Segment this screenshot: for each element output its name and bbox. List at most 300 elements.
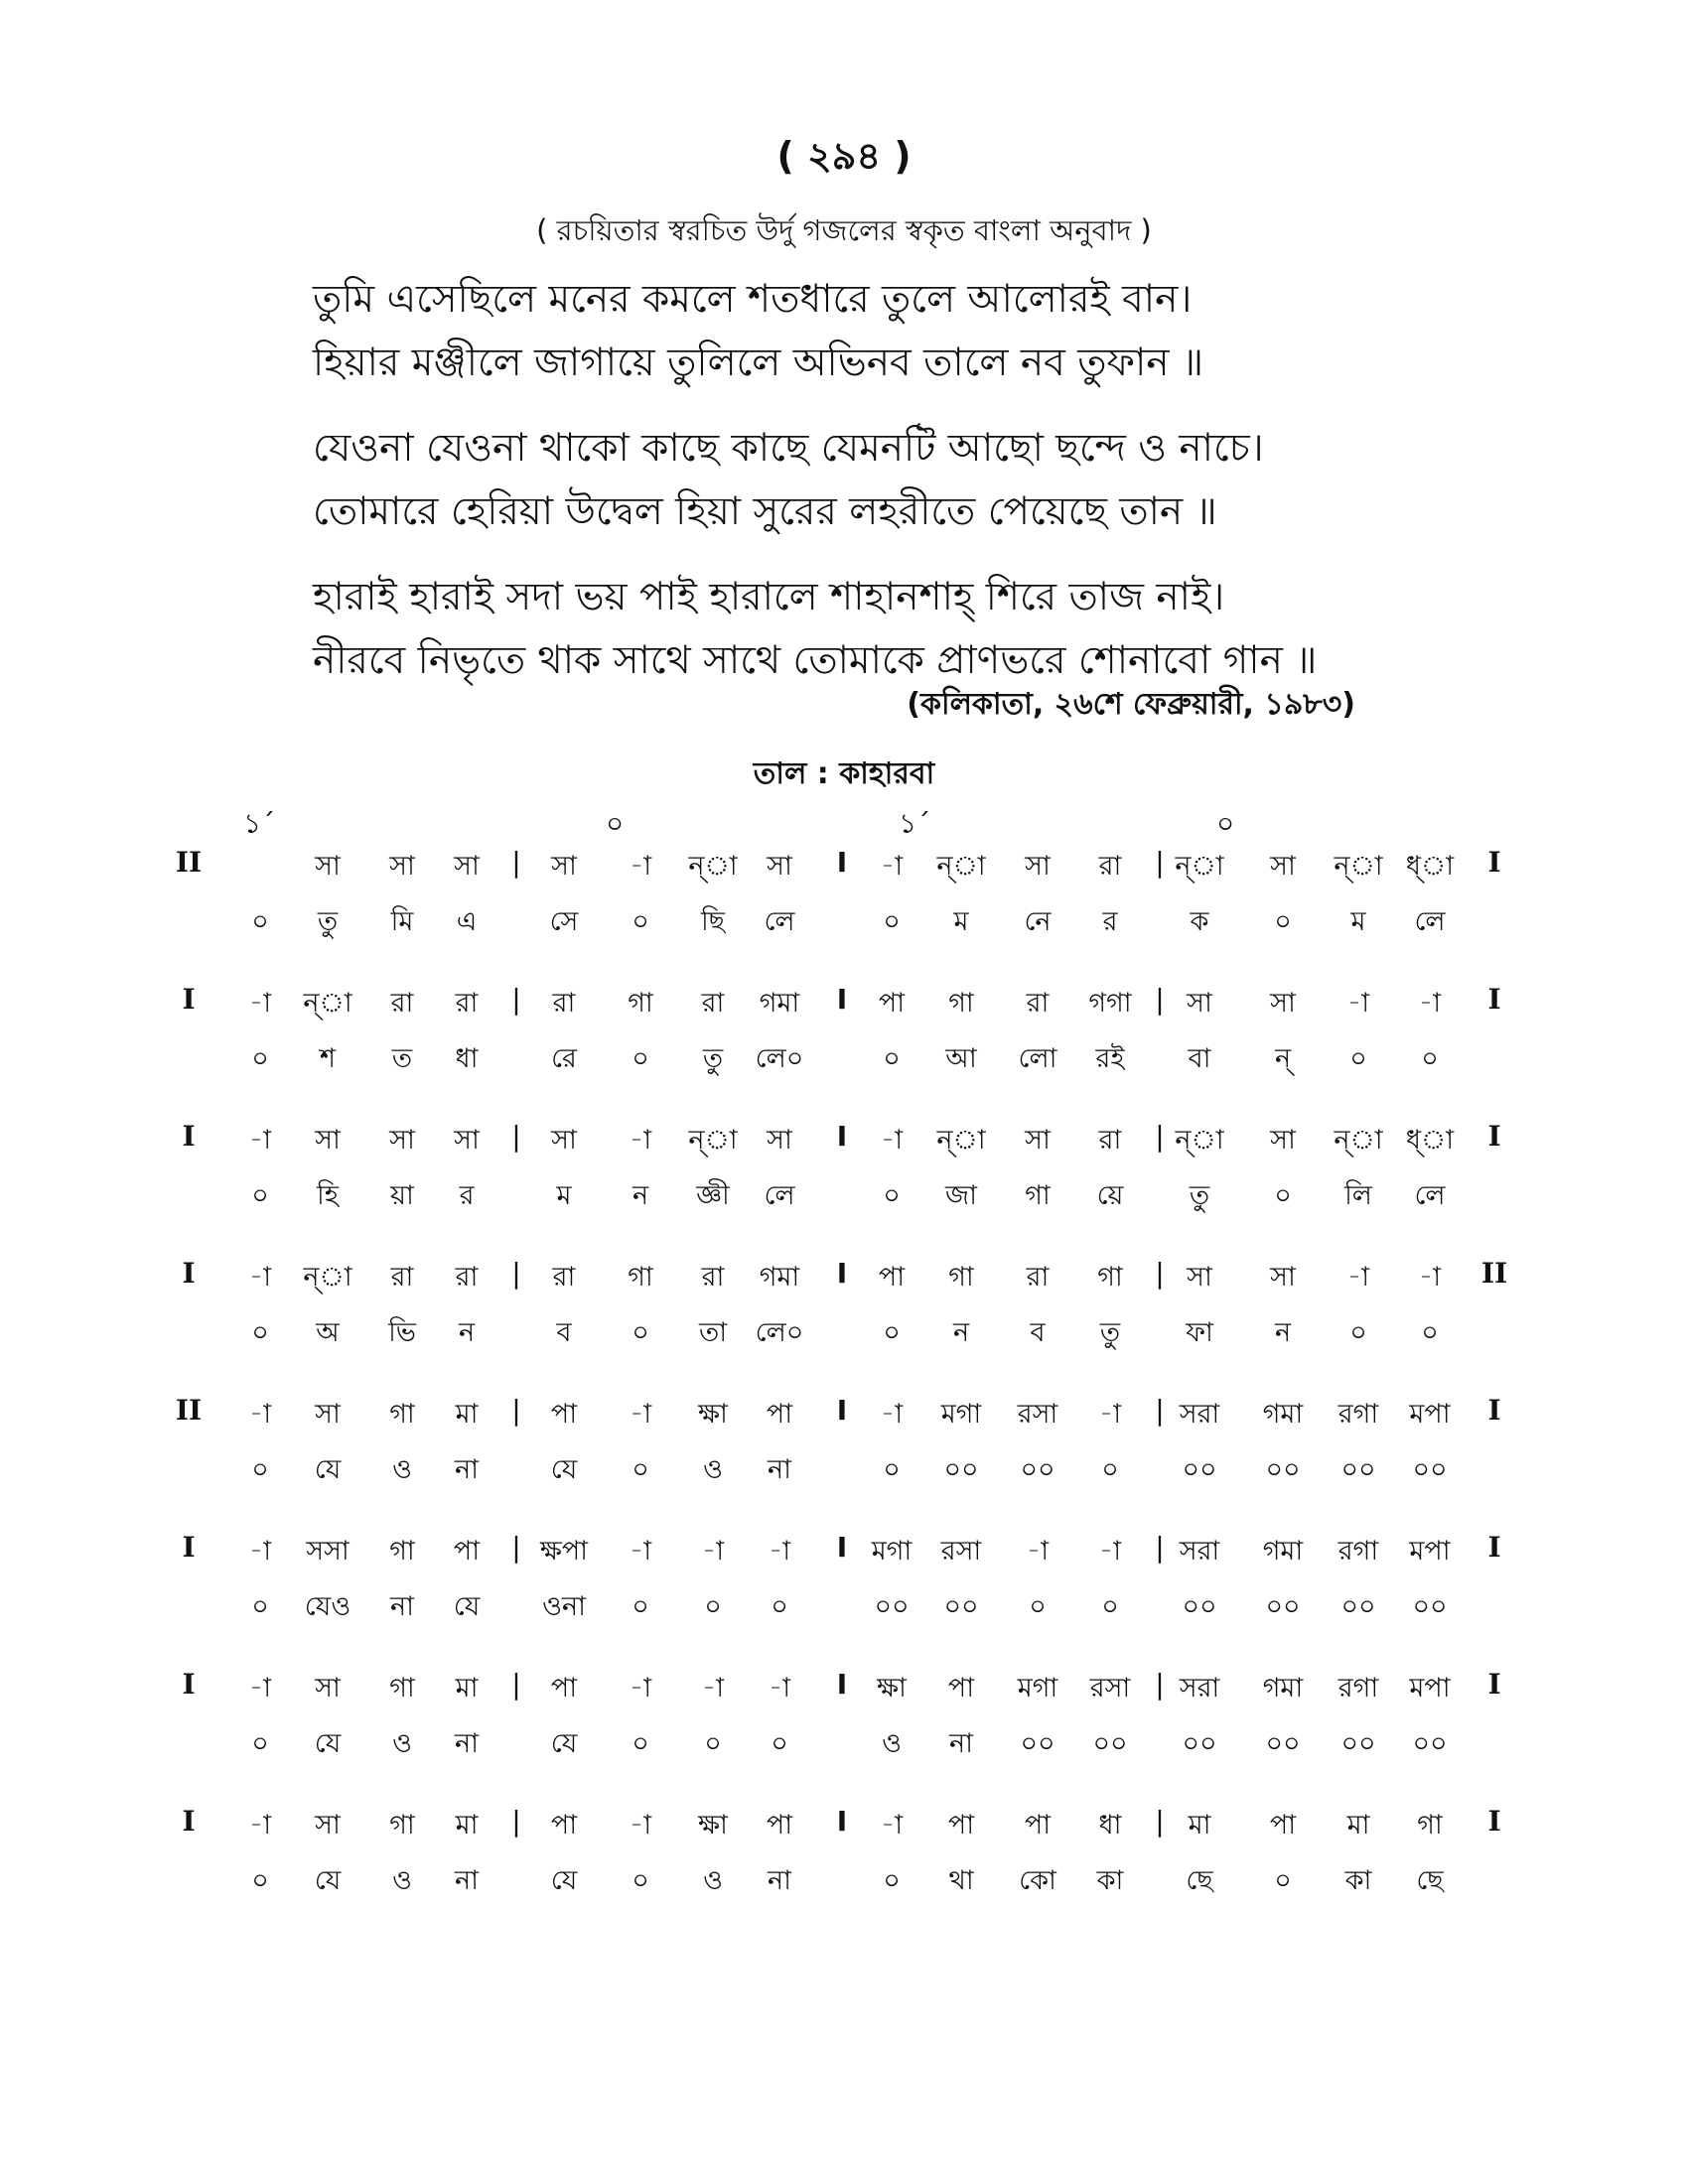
bani-syllable: ০০ xyxy=(1340,1454,1376,1485)
bani-syllable: য়ে xyxy=(1096,1180,1124,1211)
tala-marker: ১´ xyxy=(243,807,276,840)
swara-note: সরা xyxy=(1179,1399,1220,1430)
lyric-line: তুমি এসেছিলে মনের কমলে শতধারে তুলে আলোরই বান। xyxy=(313,277,1193,322)
swara-note: পা xyxy=(453,1536,481,1567)
barline-right: I xyxy=(1487,1531,1501,1564)
bani-syllable: লে xyxy=(1414,1180,1446,1211)
bani-syllable: যে xyxy=(314,1728,342,1759)
bani-syllable: না xyxy=(455,1454,479,1485)
swara-note: গমা xyxy=(1262,1673,1304,1704)
bar-divider: | xyxy=(1155,1668,1165,1701)
bani-row xyxy=(0,1449,1688,1505)
bani-syllable: ব xyxy=(1030,1317,1046,1348)
swara-note: গা xyxy=(1417,1810,1443,1841)
swara-note: রা xyxy=(1098,851,1122,882)
bar-divider: | xyxy=(1155,846,1165,879)
bani-syllable: ০ xyxy=(1274,1180,1292,1211)
bani-syllable: ০ xyxy=(632,1317,649,1348)
swara-note: -া xyxy=(629,1673,652,1704)
swara-note: পা xyxy=(550,1399,578,1430)
bani-syllable: বা xyxy=(1188,1043,1211,1074)
bar-divider: | xyxy=(511,846,521,879)
swara-row xyxy=(0,1668,1688,1723)
bani-syllable: ০ xyxy=(251,1865,269,1896)
bani-syllable: ও xyxy=(392,1454,412,1485)
swara-note: ন্া xyxy=(688,851,738,882)
bani-syllable: ০ xyxy=(1029,1591,1047,1622)
notation-block xyxy=(0,1257,1688,1394)
barline-left: I xyxy=(182,1257,196,1290)
swara-note: -া xyxy=(1418,1262,1442,1293)
bani-syllable: লে xyxy=(1414,906,1446,937)
lyric-line: হিয়ার মঞ্জীলে জাগায়ে তুলিলে অভিনব তালে নব তুফান ॥ xyxy=(313,341,1204,385)
swara-note: -া xyxy=(629,1399,652,1430)
swara-note: গা xyxy=(948,1262,974,1293)
swara-note: গা xyxy=(628,1262,653,1293)
bani-syllable: লে০ xyxy=(755,1317,804,1348)
swara-note: ন্া xyxy=(1175,851,1224,882)
swara-note: ন্া xyxy=(936,1125,986,1156)
bani-syllable: থা xyxy=(948,1865,974,1896)
bani-syllable: ০০ xyxy=(1340,1591,1376,1622)
bani-syllable: ০ xyxy=(251,1317,269,1348)
swara-note: ক্ষা xyxy=(877,1673,907,1704)
swara-note: সা xyxy=(551,851,577,882)
swara-note: সা xyxy=(1025,1125,1051,1156)
swara-note: গা xyxy=(389,1536,415,1567)
swara-note: মপা xyxy=(1409,1536,1451,1567)
swara-note: -া xyxy=(248,1673,272,1704)
bani-syllable: ক xyxy=(1190,906,1209,937)
lyric-line: তোমারে হেরিয়া উদ্বেল হিয়া সুরের লহরীতে পেয়েছে তান ॥ xyxy=(313,489,1217,534)
swara-note: ক্ষা xyxy=(698,1810,728,1841)
bar-divider-major: I xyxy=(836,846,848,879)
swara-note: -া xyxy=(629,1810,652,1841)
bani-syllable: না xyxy=(455,1728,479,1759)
bani-syllable: ০০ xyxy=(1182,1454,1217,1485)
bani-syllable: না xyxy=(455,1865,479,1896)
bani-syllable: যে xyxy=(550,1728,578,1759)
bani-syllable: যেও xyxy=(304,1591,352,1622)
swara-note: -া xyxy=(248,988,272,1019)
bani-syllable: ও xyxy=(882,1728,902,1759)
barline-left: I xyxy=(182,1120,196,1153)
bani-syllable: যে xyxy=(314,1865,342,1896)
bar-divider: | xyxy=(511,1805,521,1838)
tala-marker: ০ xyxy=(606,807,625,840)
barline-left: II xyxy=(175,846,203,879)
bani-syllable: জ্ঞী xyxy=(696,1180,730,1211)
bani-syllable: যে xyxy=(550,1454,578,1485)
bani-syllable: ন xyxy=(952,1317,970,1348)
bar-divider-major: I xyxy=(836,1120,848,1153)
swara-note: সা xyxy=(315,1399,341,1430)
notation-block xyxy=(0,1394,1688,1531)
swara-note: মগা xyxy=(940,1399,982,1430)
swara-note: ন্া xyxy=(303,1262,352,1293)
bani-syllable: তু xyxy=(317,906,339,937)
swara-note: গা xyxy=(389,1810,415,1841)
barline-right: I xyxy=(1487,1120,1501,1153)
bar-divider: | xyxy=(511,1120,521,1153)
bani-syllable: যে xyxy=(550,1865,578,1896)
bani-syllable: ০ xyxy=(251,1043,269,1074)
swara-note: ধা xyxy=(1098,1810,1122,1841)
bani-syllable: লে xyxy=(764,906,795,937)
barline-left: I xyxy=(182,983,196,1016)
bani-syllable: ম xyxy=(953,906,969,937)
swara-note: সা xyxy=(1270,851,1296,882)
swara-note: মা xyxy=(1188,1810,1211,1841)
bani-syllable: না xyxy=(949,1728,973,1759)
bani-syllable: না xyxy=(390,1591,414,1622)
tala-marker: ০ xyxy=(1216,807,1235,840)
bani-syllable: লে০ xyxy=(755,1043,804,1074)
barline-left: I xyxy=(182,1668,196,1701)
swara-note: পা xyxy=(1269,1810,1297,1841)
swara-note: পা xyxy=(550,1810,578,1841)
bani-syllable: ত xyxy=(391,1043,413,1074)
swara-note: ধ্া xyxy=(1405,851,1455,882)
notation-block xyxy=(0,1531,1688,1668)
bani-syllable: ০ xyxy=(1274,1865,1292,1896)
bani-row xyxy=(0,1860,1688,1916)
bani-syllable: ভি xyxy=(388,1317,416,1348)
bar-divider: | xyxy=(511,1531,521,1564)
bar-divider: | xyxy=(1155,1805,1165,1838)
bani-syllable: ০০ xyxy=(1020,1454,1055,1485)
swara-note: রগা xyxy=(1337,1673,1379,1704)
swara-note: পা xyxy=(947,1810,975,1841)
page-number: ( ২৯৪ ) xyxy=(776,134,912,178)
notation-block xyxy=(0,983,1688,1120)
bani-syllable: ০০ xyxy=(1340,1728,1376,1759)
swara-note: গগা xyxy=(1088,988,1132,1019)
notation-block xyxy=(0,846,1688,983)
swara-note: গা xyxy=(389,1673,415,1704)
swara-note: ধ্া xyxy=(1405,1125,1455,1156)
swara-note: রগা xyxy=(1337,1399,1379,1430)
bani-syllable: ও xyxy=(392,1728,412,1759)
swara-note: সা xyxy=(315,851,341,882)
swara-note: গা xyxy=(389,1399,415,1430)
swara-note: গা xyxy=(628,988,653,1019)
bani-syllable: ০০ xyxy=(1265,1728,1301,1759)
barline-right: I xyxy=(1487,1394,1501,1427)
bani-syllable: তু xyxy=(1099,1317,1121,1348)
bani-syllable: ০ xyxy=(1349,1043,1367,1074)
bani-syllable: ন xyxy=(632,1180,649,1211)
swara-note: রা xyxy=(701,988,725,1019)
bani-syllable: অ xyxy=(316,1317,340,1348)
swara-note: মা xyxy=(455,1810,479,1841)
swara-note: ক্ষা xyxy=(698,1399,728,1430)
swara-note: মগা xyxy=(1017,1673,1058,1704)
barline-right: II xyxy=(1480,1257,1508,1290)
swara-note: গা xyxy=(948,988,974,1019)
swara-note: -া xyxy=(629,1536,652,1567)
bani-syllable: ০ xyxy=(251,1454,269,1485)
bani-syllable: ০ xyxy=(1101,1591,1119,1622)
swara-note: রসা xyxy=(1017,1399,1058,1430)
swara-note: -া xyxy=(1346,988,1370,1019)
bani-syllable: মি xyxy=(390,906,414,937)
bani-syllable: কো xyxy=(1019,1865,1056,1896)
barline-right: I xyxy=(1487,1805,1501,1838)
swara-note: -া xyxy=(248,1125,272,1156)
swara-note: -া xyxy=(1026,1536,1050,1567)
swara-note: সা xyxy=(767,851,792,882)
swara-note: রা xyxy=(701,1262,725,1293)
swara-note: -া xyxy=(248,1399,272,1430)
swara-note: সা xyxy=(315,1673,341,1704)
swara-note: রা xyxy=(552,988,576,1019)
bani-syllable: লি xyxy=(1344,1180,1372,1211)
bani-syllable: না xyxy=(768,1865,791,1896)
bar-divider: | xyxy=(511,1394,521,1427)
bani-row xyxy=(0,1175,1688,1231)
swara-note: রা xyxy=(1026,1262,1050,1293)
bani-syllable: রই xyxy=(1095,1043,1125,1074)
bani-syllable: ০ xyxy=(883,906,901,937)
bani-syllable: ০০ xyxy=(1182,1728,1217,1759)
swara-note: সা xyxy=(1025,851,1051,882)
bani-syllable: আ xyxy=(945,1043,977,1074)
bani-syllable: ০০ xyxy=(1412,1728,1448,1759)
bani-syllable: ০০ xyxy=(874,1591,910,1622)
swara-note: রগা xyxy=(1337,1536,1379,1567)
swara-row xyxy=(0,1531,1688,1586)
swara-note: সা xyxy=(1270,1125,1296,1156)
bar-divider: | xyxy=(511,983,521,1016)
barline-left: I xyxy=(182,1531,196,1564)
bani-syllable: ০০ xyxy=(1182,1591,1217,1622)
bani-syllable: ০০ xyxy=(1265,1454,1301,1485)
bani-syllable: ০০ xyxy=(943,1454,979,1485)
swara-note: ন্া xyxy=(688,1125,738,1156)
swara-note: সা xyxy=(389,1125,415,1156)
bani-syllable: ও xyxy=(703,1865,723,1896)
bani-syllable: ০ xyxy=(771,1591,788,1622)
swara-note: রা xyxy=(1098,1125,1122,1156)
swara-note: ন্া xyxy=(303,988,352,1019)
bani-row xyxy=(0,1586,1688,1642)
bani-syllable: ন xyxy=(1274,1317,1292,1348)
swara-note: রা xyxy=(1026,988,1050,1019)
bani-syllable: ওনা xyxy=(542,1591,586,1622)
bani-syllable: কা xyxy=(1344,1865,1372,1896)
bani-syllable: ০০ xyxy=(1092,1728,1128,1759)
barline-left: II xyxy=(175,1394,203,1427)
swara-note: -া xyxy=(880,851,904,882)
bani-syllable: ০ xyxy=(1101,1454,1119,1485)
lyric-line: নীরবে নিভৃতে থাক সাথে সাথে তোমাকে প্রাণভরে শোনাবো গান ॥ xyxy=(313,638,1318,683)
swara-note: -া xyxy=(701,1536,725,1567)
bani-row xyxy=(0,901,1688,957)
swara-note: ন্া xyxy=(936,851,986,882)
swara-note: -া xyxy=(629,851,652,882)
bani-syllable: ০ xyxy=(883,1865,901,1896)
bani-syllable: ০ xyxy=(632,1043,649,1074)
bani-syllable: জা xyxy=(945,1180,977,1211)
swara-note: মা xyxy=(1346,1810,1370,1841)
bani-syllable: ০ xyxy=(1421,1317,1439,1348)
tala-title: তাল : কাহারবা xyxy=(753,756,935,791)
bani-syllable: এ xyxy=(456,906,478,937)
swara-note: গমা xyxy=(1262,1536,1304,1567)
bani-syllable: কা xyxy=(1096,1865,1124,1896)
bani-syllable: ০ xyxy=(632,1454,649,1485)
swara-note: মপা xyxy=(1409,1673,1451,1704)
bani-syllable: ০ xyxy=(632,1865,649,1896)
swara-note: -া xyxy=(1346,1262,1370,1293)
swara-note: সা xyxy=(454,851,480,882)
tala-marker: ১´ xyxy=(899,807,931,840)
bani-syllable: ০ xyxy=(883,1317,901,1348)
bani-syllable: ন xyxy=(458,1317,476,1348)
swara-note: গমা xyxy=(759,1262,800,1293)
bani-syllable: সে xyxy=(549,906,579,937)
swara-note: গমা xyxy=(759,988,800,1019)
swara-row xyxy=(0,1805,1688,1860)
bani-syllable: য়া xyxy=(390,1180,414,1211)
bar-divider: | xyxy=(1155,1257,1165,1290)
swara-note: রা xyxy=(455,1262,479,1293)
swara-note: রা xyxy=(390,1262,414,1293)
swara-note: সা xyxy=(1187,988,1212,1019)
bani-row xyxy=(0,1038,1688,1094)
bani-syllable: তা xyxy=(698,1317,728,1348)
bani-syllable: ০০ xyxy=(1412,1591,1448,1622)
swara-note: রসা xyxy=(940,1536,982,1567)
lyric-stanza xyxy=(313,566,1504,693)
swara-note: -া xyxy=(768,1536,791,1567)
lyric-stanza xyxy=(313,417,1504,544)
swara-note: ক্ষপা xyxy=(539,1536,589,1567)
bani-syllable: ধা xyxy=(455,1043,479,1074)
bani-syllable: ন্ xyxy=(1274,1043,1292,1074)
swara-note: সসা xyxy=(306,1536,350,1567)
bar-divider: | xyxy=(1155,1120,1165,1153)
swara-note: -া xyxy=(1098,1536,1122,1567)
bani-syllable: ০ xyxy=(632,1591,649,1622)
notation-block xyxy=(0,1805,1688,1942)
bani-syllable: ০ xyxy=(1349,1317,1367,1348)
swara-note: সরা xyxy=(1179,1536,1220,1567)
bani-syllable: হি xyxy=(317,1180,339,1211)
bani-syllable: ও xyxy=(703,1454,723,1485)
swara-note: রা xyxy=(390,988,414,1019)
swara-note: -া xyxy=(880,1399,904,1430)
place-date: (কলিকাতা, ২৬শে ফেব্রুয়ারী, ১৯৮৩) xyxy=(907,687,1355,722)
bani-syllable: ছি xyxy=(700,906,726,937)
swara-note: মগা xyxy=(871,1536,913,1567)
bani-row xyxy=(0,1723,1688,1779)
notation-block xyxy=(0,1120,1688,1257)
swara-note: পা xyxy=(878,1262,906,1293)
bani-syllable: নে xyxy=(1024,906,1052,937)
bar-divider-major: I xyxy=(836,1805,848,1838)
bar-divider: | xyxy=(1155,983,1165,1016)
bani-syllable: ০ xyxy=(251,1180,269,1211)
swara-row xyxy=(0,846,1688,901)
bani-syllable: ০ xyxy=(251,1728,269,1759)
bani-syllable: ০ xyxy=(1421,1043,1439,1074)
swara-note: পা xyxy=(550,1673,578,1704)
bani-syllable: ০ xyxy=(251,1591,269,1622)
swara-note: -া xyxy=(248,1810,272,1841)
swara-note: -া xyxy=(701,1673,725,1704)
swara-note: রা xyxy=(455,988,479,1019)
bani-syllable: শ xyxy=(320,1043,336,1074)
swara-note: সা xyxy=(767,1125,792,1156)
tala-markers xyxy=(0,802,1688,842)
bani-syllable: ০ xyxy=(883,1180,901,1211)
bani-syllable: যে xyxy=(314,1454,342,1485)
barline-right: I xyxy=(1487,983,1501,1016)
swara-note: -া xyxy=(248,1536,272,1567)
bani-syllable: ও xyxy=(392,1865,412,1896)
bani-syllable: ০ xyxy=(771,1728,788,1759)
swara-row xyxy=(0,1257,1688,1312)
notation-table xyxy=(0,846,1688,1942)
bani-syllable: ছে xyxy=(1186,1865,1213,1896)
swara-note: পা xyxy=(947,1673,975,1704)
swara-row xyxy=(0,983,1688,1038)
swara-note: সা xyxy=(315,1810,341,1841)
bar-divider-major: I xyxy=(836,1531,848,1564)
bar-divider-major: I xyxy=(836,1394,848,1427)
bani-syllable: লো xyxy=(1018,1043,1057,1074)
swara-note: সা xyxy=(1270,1262,1296,1293)
barline-right: I xyxy=(1487,846,1501,879)
swara-row xyxy=(0,1394,1688,1449)
swara-note: -া xyxy=(880,1810,904,1841)
bani-syllable: ০০ xyxy=(1020,1728,1055,1759)
swara-note: -া xyxy=(880,1125,904,1156)
swara-note: সা xyxy=(315,1125,341,1156)
bar-divider-major: I xyxy=(836,1257,848,1290)
swara-note: রসা xyxy=(1089,1673,1131,1704)
swara-note: রা xyxy=(552,1262,576,1293)
lyrics xyxy=(313,268,1504,715)
bani-row xyxy=(0,1312,1688,1368)
bani-syllable: ০ xyxy=(704,1728,722,1759)
swara-note: পা xyxy=(1024,1810,1052,1841)
bani-syllable: ফা xyxy=(1186,1317,1213,1348)
swara-note: সা xyxy=(454,1125,480,1156)
subtitle: ( রচয়িতার স্বরচিত উর্দু গজলের স্বকৃত বাংলা অনুবাদ ) xyxy=(536,213,1152,247)
swara-note: সা xyxy=(1187,1262,1212,1293)
bani-syllable: ০০ xyxy=(1412,1454,1448,1485)
swara-note: গা xyxy=(1097,1262,1123,1293)
bar-divider: | xyxy=(511,1668,521,1701)
bani-syllable: রে xyxy=(551,1043,577,1074)
swara-note: মপা xyxy=(1409,1399,1451,1430)
bar-divider: | xyxy=(1155,1394,1165,1427)
bar-divider-major: I xyxy=(836,1668,848,1701)
swara-note: পা xyxy=(878,988,906,1019)
bani-syllable: ০ xyxy=(883,1454,901,1485)
notation-block xyxy=(0,1668,1688,1805)
lyric-stanza xyxy=(313,268,1504,395)
bar-divider: | xyxy=(511,1257,521,1290)
swara-note: -া xyxy=(768,1673,791,1704)
bani-syllable: ছে xyxy=(1416,1865,1444,1896)
bani-syllable: তু xyxy=(1189,1180,1210,1211)
swara-note: সা xyxy=(1270,988,1296,1019)
bani-syllable: ব xyxy=(556,1317,572,1348)
